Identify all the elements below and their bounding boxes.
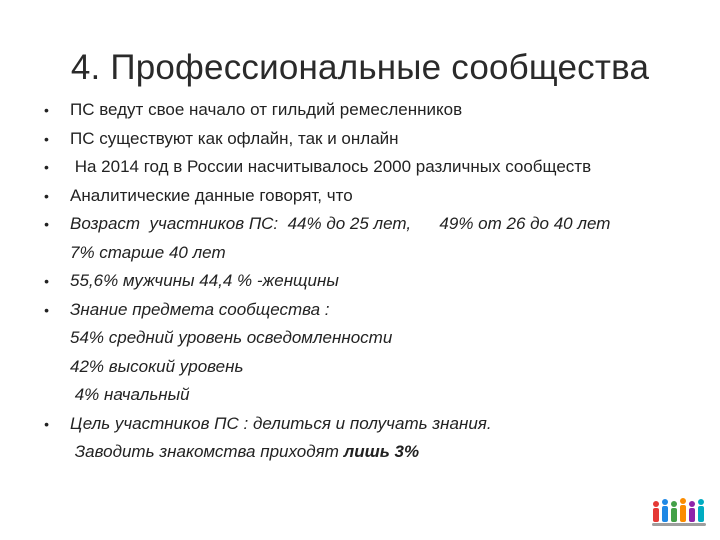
bullet-text-bold: лишь 3%	[343, 442, 420, 461]
bullet-icon: •	[44, 102, 49, 118]
list-item	[0, 182, 720, 211]
list-item	[0, 125, 720, 154]
bullet-icon: •	[44, 216, 49, 232]
bullet-text-continuation	[70, 438, 720, 467]
slide-content	[0, 96, 720, 467]
page-title: 4. Профессиональные сообщества	[70, 48, 650, 87]
bullet-icon: •	[44, 273, 49, 289]
list-item	[0, 267, 720, 296]
bullet-list	[0, 96, 720, 467]
bullet-text-continuation: 4% начальный	[70, 385, 190, 404]
bullet-text-continuation: 42% высокий уровень	[70, 356, 244, 376]
bullet-icon: •	[44, 187, 49, 204]
bullet-text: Цель участников ПС : делиться и получать знания.	[70, 413, 492, 433]
bullet-icon: •	[44, 159, 49, 175]
bullet-text: ПС существуют как офлайн, так и онлайн	[70, 128, 399, 148]
bullet-text: Аналитические данные говорят, что	[70, 185, 353, 205]
bullet-text: ПС ведут свое начало от гильдий ремесленников	[70, 100, 463, 119]
bullet-text: Знание предмета сообщества :	[70, 299, 330, 319]
bullet-icon: •	[44, 301, 49, 318]
bullet-text: На 2014 год в России насчитывалось 2000 различных сообществ	[70, 157, 592, 176]
list-item	[0, 296, 720, 410]
list-item	[0, 153, 720, 182]
bullet-text-continuation: 7% старше 40 лет	[70, 242, 226, 262]
list-item	[0, 96, 720, 125]
list-item	[0, 410, 720, 467]
bullet-icon: •	[44, 415, 49, 432]
bullet-text-continuation: 54% средний уровень осведомленности	[70, 328, 393, 347]
bullet-text: 55,6% мужчины 44,4 % -женщины	[70, 271, 339, 290]
bullet-text-plain: Заводить знакомства приходят	[70, 442, 344, 461]
bullet-icon: •	[44, 130, 49, 147]
bullet-text: Возраст участников ПС: 44% до 25 лет, 49% от 26 до 40 лет	[70, 214, 611, 233]
colorful-people-logo-icon	[650, 496, 710, 530]
list-item	[0, 210, 720, 267]
